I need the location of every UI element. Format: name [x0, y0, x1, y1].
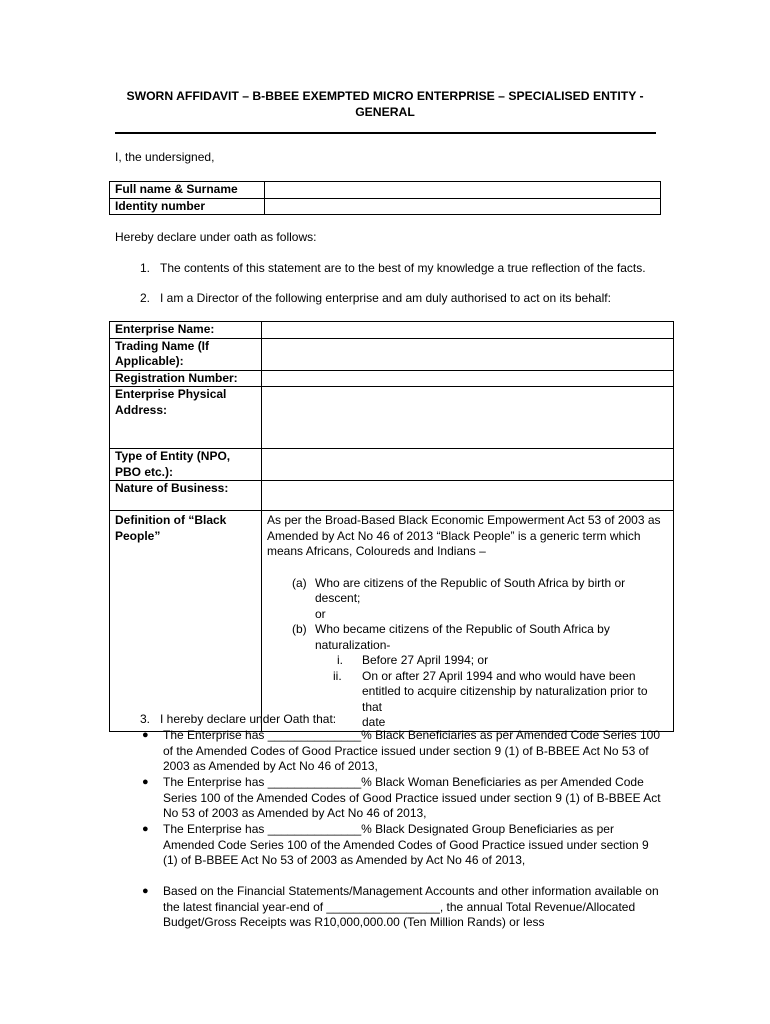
- enterprise-table: [109, 321, 674, 732]
- clause-b-line-2: naturalization-: [315, 637, 391, 652]
- clause-b-i-line: Before 27 April 1994; or: [362, 653, 489, 667]
- physical-address-label: [110, 387, 262, 449]
- black-people-definition-text: [262, 511, 674, 732]
- clause-b-ii-marker: ii.: [333, 668, 342, 683]
- physical-address-label-line-2: Address:: [115, 402, 168, 417]
- bullet-3-line-1: The Enterprise has ______________% Black Designated Group Beneficiaries as per: [163, 822, 614, 836]
- full-name-label: Full name & Surname: [110, 182, 265, 199]
- person-table: [109, 181, 661, 215]
- clause-b-marker: (b): [292, 622, 307, 636]
- item-3-number: 3.: [140, 712, 151, 726]
- clause-b-i: [267, 653, 668, 669]
- page-title: [60, 88, 710, 120]
- bullet-2: [142, 775, 661, 822]
- bullet-1-line-3: 2003 as Amended by Act No 46 of 2013,: [163, 759, 378, 773]
- identity-number-field[interactable]: [265, 198, 661, 215]
- title-line-1: SWORN AFFIDAVIT – B-BBEE EXEMPTED MICRO ENTERPRISE – SPECIALISED ENTITY -: [126, 89, 644, 103]
- bullet-dot-icon: ●: [142, 776, 149, 788]
- trading-name-label-line-2: Applicable):: [115, 354, 184, 368]
- item-1-number: 1.: [140, 261, 151, 275]
- enterprise-name-label: Enterprise Name:: [110, 322, 262, 339]
- title-line-2: GENERAL: [355, 105, 415, 119]
- bullet-4-line-3: Budget/Gross Receipts was R10,000,000.00 (Ten Million Rands) or less: [163, 915, 545, 929]
- trading-name-field[interactable]: [262, 338, 674, 370]
- bullet-2-line-2: Series 100 of the Amended Codes of Good Practice issued under section 9 (1) of B-BBEE Act: [163, 790, 661, 805]
- bullet-1: [142, 728, 660, 775]
- registration-number-field[interactable]: [262, 370, 674, 387]
- entity-type-field[interactable]: [262, 449, 674, 481]
- bullet-3-line-3: (1) of B-BBEE Act No 53 of 2003 as Amended by Act No 46 of 2013,: [163, 853, 526, 867]
- definition-label-line-2: People”: [115, 528, 161, 543]
- item-1-text: The contents of this statement are to the best of my knowledge a true reflection of the facts.: [160, 261, 646, 275]
- bullet-1-line-2: of the Amended Codes of Good Practice issued under section 9 (1) of B-BBEE Act No 53 of: [163, 743, 649, 758]
- definition-line-3: means Africans, Coloureds and Indians –: [267, 544, 486, 558]
- clause-b-line-1: Who became citizens of the Republic of South Africa by: [315, 622, 610, 636]
- item-3-heading: I hereby declare under Oath that:: [160, 712, 337, 726]
- clause-b-ii-line-1: On or after 27 April 1994 and who would have been: [362, 668, 636, 683]
- trading-name-label: [110, 338, 262, 370]
- bullet-3-line-2: Amended Code Series 100 of the Amended Codes of Good Practice issued under section 9: [163, 837, 649, 852]
- clause-b-ii-line-2: entitled to acquire citizenship by naturalization prior to that: [362, 684, 648, 714]
- nature-of-business-label: Nature of Business:: [110, 481, 262, 511]
- entity-type-label: [110, 449, 262, 481]
- intro-text: I, the undersigned,: [115, 150, 215, 164]
- item-2-text: I am a Director of the following enterprise and am duly authorised to act on its behalf:: [160, 291, 611, 305]
- enterprise-name-field[interactable]: [262, 322, 674, 339]
- clause-b-ii-line-3: date: [362, 715, 386, 729]
- item-2: [140, 291, 611, 307]
- clause-a-marker: (a): [292, 575, 307, 590]
- declare-text: Hereby declare under oath as follows:: [115, 230, 317, 244]
- clause-b-i-marker: i.: [337, 653, 343, 667]
- bullet-2-line-1: The Enterprise has ______________% Black Woman Beneficiaries as per Amended Code: [163, 775, 644, 789]
- bullet-dot-icon: ●: [142, 885, 149, 897]
- registration-number-label: Registration Number:: [110, 370, 262, 387]
- physical-address-field[interactable]: [262, 387, 674, 449]
- item-3: [140, 712, 336, 728]
- bullet-4: [142, 884, 659, 931]
- bullet-2-line-3: No 53 of 2003 as Amended by Act No 46 of 2013,: [163, 806, 427, 820]
- physical-address-label-line-1: Enterprise Physical: [115, 387, 227, 401]
- bullet-1-line-1: The Enterprise has ______________% Black Beneficiaries as per Amended Code Series 100: [163, 728, 660, 742]
- item-2-number: 2.: [140, 291, 151, 305]
- entity-type-label-line-1: Type of Entity (NPO,: [115, 449, 231, 463]
- black-people-definition-label: [110, 511, 262, 732]
- bullet-dot-icon: ●: [142, 823, 149, 835]
- definition-label-line-1: Definition of “Black: [115, 513, 227, 527]
- bullet-3: [142, 822, 649, 869]
- full-name-field[interactable]: [265, 182, 661, 199]
- item-1: [140, 261, 646, 277]
- clause-a: [267, 576, 668, 623]
- trading-name-label-line-1: Trading Name (If: [115, 338, 210, 353]
- title-divider: [115, 132, 656, 134]
- definition-line-2: Amended by Act No 46 of 2013 “Black People” is a generic term which: [267, 528, 641, 543]
- identity-number-label: Identity number: [110, 198, 265, 215]
- bullet-dot-icon: ●: [142, 729, 149, 741]
- bullet-4-line-2: the latest financial year-end of _________________, the annual Total Revenue/Allocated: [163, 899, 636, 914]
- nature-of-business-field[interactable]: [262, 481, 674, 511]
- clause-a-line-2: or: [315, 606, 326, 621]
- clause-a-line-1: Who are citizens of the Republic of South Africa by birth or descent;: [315, 575, 626, 605]
- entity-type-label-line-2: PBO etc.):: [115, 464, 174, 479]
- definition-line-1: As per the Broad-Based Black Economic Empowerment Act 53 of 2003 as: [267, 513, 661, 527]
- clause-b: [267, 622, 668, 653]
- bullet-4-line-1: Based on the Financial Statements/Management Accounts and other information available on: [163, 884, 659, 898]
